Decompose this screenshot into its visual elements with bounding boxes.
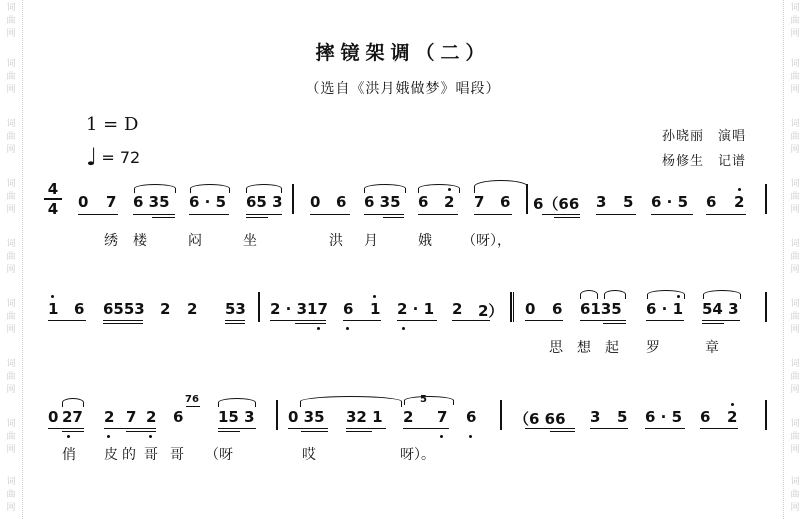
jianpu-note: 2 · 317 — [270, 300, 328, 318]
jianpu-note: 1 — [370, 300, 381, 318]
beam-underline — [48, 428, 84, 429]
beam-underline — [554, 217, 580, 218]
beam-underline — [152, 217, 175, 218]
slur-arc — [62, 398, 84, 407]
beam-underline — [364, 214, 404, 215]
slur-arc — [218, 398, 256, 407]
jianpu-note: 6 — [336, 193, 347, 211]
watermark-logo: 词 曲 网 — [790, 59, 800, 95]
jianpu-note: 6 35 — [133, 193, 170, 211]
beam-underline — [525, 428, 575, 429]
beam-underline — [126, 431, 156, 432]
beam-underline — [474, 214, 512, 215]
barline — [258, 292, 260, 322]
grace-note: 5 — [420, 394, 427, 405]
beam-underline — [218, 431, 240, 432]
barline — [765, 400, 767, 430]
octave-dot — [469, 435, 472, 438]
jianpu-note: 2 — [187, 300, 198, 318]
time-signature — [44, 180, 62, 218]
beam-underline — [580, 320, 626, 321]
octave-dot — [346, 327, 349, 330]
jianpu-note: 0 — [78, 193, 89, 211]
jianpu-note: 27 — [62, 408, 83, 426]
octave-dot — [373, 295, 376, 298]
beam-underline — [702, 323, 724, 324]
beam-underline — [542, 214, 580, 215]
barline — [276, 400, 278, 430]
beam-underline — [104, 428, 156, 429]
beam-underline — [78, 214, 118, 215]
beam-underline — [301, 431, 328, 432]
key-signature: 1 = D — [86, 114, 139, 135]
watermark-logo: 词 曲 网 — [790, 299, 800, 335]
jianpu-note: 5 — [617, 408, 628, 426]
jianpu-note: （6 66 — [514, 410, 566, 428]
jianpu-note: 2 — [160, 300, 171, 318]
slur-arc — [404, 396, 454, 405]
octave-dot — [107, 435, 110, 438]
lyric: 月 — [364, 233, 378, 249]
jianpu-note: 32 1 — [346, 408, 383, 426]
lyric: 思 — [549, 340, 563, 356]
jianpu-note: 15 3 — [218, 408, 255, 426]
barline — [510, 292, 512, 322]
watermark-logo: 词 曲 网 — [6, 179, 16, 215]
slur-arc — [134, 184, 176, 193]
beam-underline — [702, 320, 740, 321]
grace-notes: 76 — [185, 394, 199, 405]
watermark-logo: 词 曲 网 — [6, 119, 16, 155]
octave-dot — [731, 403, 734, 406]
slur-arc — [703, 290, 741, 299]
jianpu-note: 6553 — [103, 300, 145, 318]
beam-underline — [403, 428, 449, 429]
jianpu-note: 2 — [734, 193, 745, 211]
jianpu-note: 6 — [343, 300, 354, 318]
octave-dot — [677, 295, 680, 298]
lyric: （呀 — [205, 447, 233, 463]
tempo-value: = 72 — [101, 147, 141, 167]
beam-underline — [343, 320, 381, 321]
watermark-logo: 词 曲 网 — [6, 299, 16, 335]
score-subtitle: （选自《洪月娥做梦》唱段） — [305, 81, 501, 97]
lyric: 呀）。 — [400, 447, 435, 463]
barline — [765, 292, 767, 322]
lyric: 章 — [705, 340, 719, 356]
slur-arc — [190, 184, 230, 193]
time-signature-numerator: 4 — [47, 180, 59, 198]
lyric: 皮 — [104, 447, 118, 463]
performer-credit: 孙晓丽 演唱 — [662, 129, 747, 144]
watermark-logo: 词 曲 网 — [6, 419, 16, 455]
lyric: 罗 — [646, 340, 660, 356]
octave-dot — [738, 188, 741, 191]
beam-underline — [590, 428, 628, 429]
jianpu-note: 7 — [474, 193, 485, 211]
jianpu-note: 0 — [525, 300, 536, 318]
lyric: 哥 — [170, 447, 184, 463]
jianpu-note: 3 — [590, 408, 601, 426]
beam-underline — [288, 428, 328, 429]
jianpu-note: 6 · 1 — [646, 300, 684, 318]
watermark-logo: 词 曲 网 — [790, 179, 800, 215]
barline — [292, 184, 294, 214]
beam-underline — [452, 320, 490, 321]
beam-underline — [189, 214, 229, 215]
octave-dot — [149, 435, 152, 438]
beam-underline — [346, 428, 386, 429]
jianpu-note: 53 — [225, 300, 246, 318]
beam-underline — [603, 323, 626, 324]
beam-underline — [418, 214, 458, 215]
jianpu-note: 3 — [596, 193, 607, 211]
jianpu-note: 1 — [48, 300, 59, 318]
jianpu-note: 54 3 — [702, 300, 739, 318]
slur-arc — [580, 290, 598, 299]
jianpu-note: 6 35 — [364, 193, 401, 211]
beam-underline — [133, 214, 175, 215]
jianpu-note: 65 3 — [246, 193, 283, 211]
barline — [513, 292, 514, 322]
quarter-note-icon: ♩ — [86, 143, 98, 171]
lyric: 俏 — [62, 447, 76, 463]
jianpu-note: 0 35 — [288, 408, 325, 426]
beam-underline — [295, 323, 326, 324]
octave-dot — [440, 435, 443, 438]
beam-underline — [310, 214, 350, 215]
jianpu-note: 2 — [104, 408, 115, 426]
jianpu-note: 6 — [418, 193, 429, 211]
barline — [500, 400, 502, 430]
jianpu-note: 6 — [700, 408, 711, 426]
beam-underline — [645, 428, 685, 429]
watermark-logo: 词 曲 网 — [790, 359, 800, 395]
jianpu-note: 2 — [146, 408, 157, 426]
lyric: 洪 — [329, 233, 343, 249]
beam-underline — [48, 320, 86, 321]
lyric: （呀）， — [462, 233, 511, 249]
time-signature-denominator: 4 — [44, 198, 62, 218]
slur-arc — [604, 290, 626, 299]
beam-underline — [383, 217, 404, 218]
beam-underline — [700, 428, 738, 429]
watermark-logo: 词 曲 网 — [790, 477, 800, 513]
jianpu-note: 7 — [106, 193, 117, 211]
beam-underline — [103, 320, 143, 321]
jianpu-note: 2 — [452, 300, 463, 318]
jianpu-note: 6135 — [580, 300, 622, 318]
jianpu-note: 6 · 5 — [651, 193, 689, 211]
beam-underline — [646, 320, 684, 321]
watermark-logo: 词 曲 网 — [790, 3, 800, 39]
lyric: 想 — [577, 340, 591, 356]
beam-underline — [246, 214, 282, 215]
jianpu-note: 6 — [706, 193, 717, 211]
beam-underline — [706, 214, 746, 215]
slur-arc — [364, 184, 406, 193]
lyric: 楼 — [133, 233, 147, 249]
beam-underline — [525, 320, 563, 321]
jianpu-note: 5 — [623, 193, 634, 211]
lyric: 闷 — [188, 233, 202, 249]
octave-dot — [67, 435, 70, 438]
lyric: 起 — [605, 340, 619, 356]
slur-arc — [246, 184, 282, 193]
watermark-logo: 词 曲 网 — [6, 3, 16, 39]
jianpu-note: 0 — [310, 193, 321, 211]
beam-underline — [596, 214, 636, 215]
watermark-logo: 词 曲 网 — [6, 239, 16, 275]
jianpu-note: 2 — [403, 408, 414, 426]
jianpu-note: 7 — [126, 408, 137, 426]
watermark-logo: 词 曲 网 — [790, 239, 800, 275]
beam-underline — [218, 428, 256, 429]
beam-underline — [346, 431, 372, 432]
watermark-logo: 词 曲 网 — [6, 477, 16, 513]
jianpu-note: 2 — [727, 408, 738, 426]
lyric: 的 — [122, 447, 136, 463]
beam-underline — [270, 320, 326, 321]
barline — [765, 184, 767, 214]
jianpu-note: 2） — [478, 302, 504, 320]
watermark-logo: 词 曲 网 — [790, 119, 800, 155]
slur-arc — [300, 396, 402, 407]
lyric: 哥 — [144, 447, 158, 463]
octave-dot — [402, 327, 405, 330]
watermark-logo: 词 曲 网 — [790, 419, 800, 455]
watermark-logo: 词 曲 网 — [6, 59, 16, 95]
beam-underline — [103, 323, 143, 324]
lyric: 娥 — [418, 233, 432, 249]
beam-underline — [62, 431, 84, 432]
beam-underline — [225, 323, 245, 324]
jianpu-note: 6 — [500, 193, 511, 211]
octave-dot — [448, 188, 451, 191]
octave-dot — [317, 327, 320, 330]
jianpu-note: 7 — [437, 408, 448, 426]
jianpu-note: 6 — [173, 408, 184, 426]
lyric: 坐 — [243, 233, 257, 249]
score-title: 摔镜架调（二） — [315, 42, 491, 64]
lyric: 哎 — [302, 447, 316, 463]
tempo-marking — [86, 143, 141, 171]
jianpu-note: 6 · 5 — [189, 193, 227, 211]
lyric: 绣 — [104, 233, 118, 249]
transcriber-credit: 杨修生 记谱 — [662, 154, 747, 169]
beam-underline — [186, 406, 200, 407]
jianpu-note: 6 — [74, 300, 85, 318]
jianpu-note: 2 · 1 — [397, 300, 435, 318]
jianpu-note: 6 · 5 — [645, 408, 683, 426]
octave-dot — [51, 295, 54, 298]
jianpu-note: 0 — [48, 408, 59, 426]
jianpu-note: 2 — [444, 193, 455, 211]
beam-underline — [225, 320, 245, 321]
jianpu-note: 6 — [552, 300, 563, 318]
beam-underline — [246, 217, 268, 218]
beam-underline — [397, 320, 437, 321]
jianpu-note: 6（66 — [533, 195, 580, 213]
slur-arc — [418, 184, 460, 193]
jianpu-note: 6 — [466, 408, 477, 426]
slur-arc — [474, 180, 528, 193]
beam-underline — [550, 431, 575, 432]
watermark-logo: 词 曲 网 — [6, 359, 16, 395]
beam-underline — [651, 214, 693, 215]
